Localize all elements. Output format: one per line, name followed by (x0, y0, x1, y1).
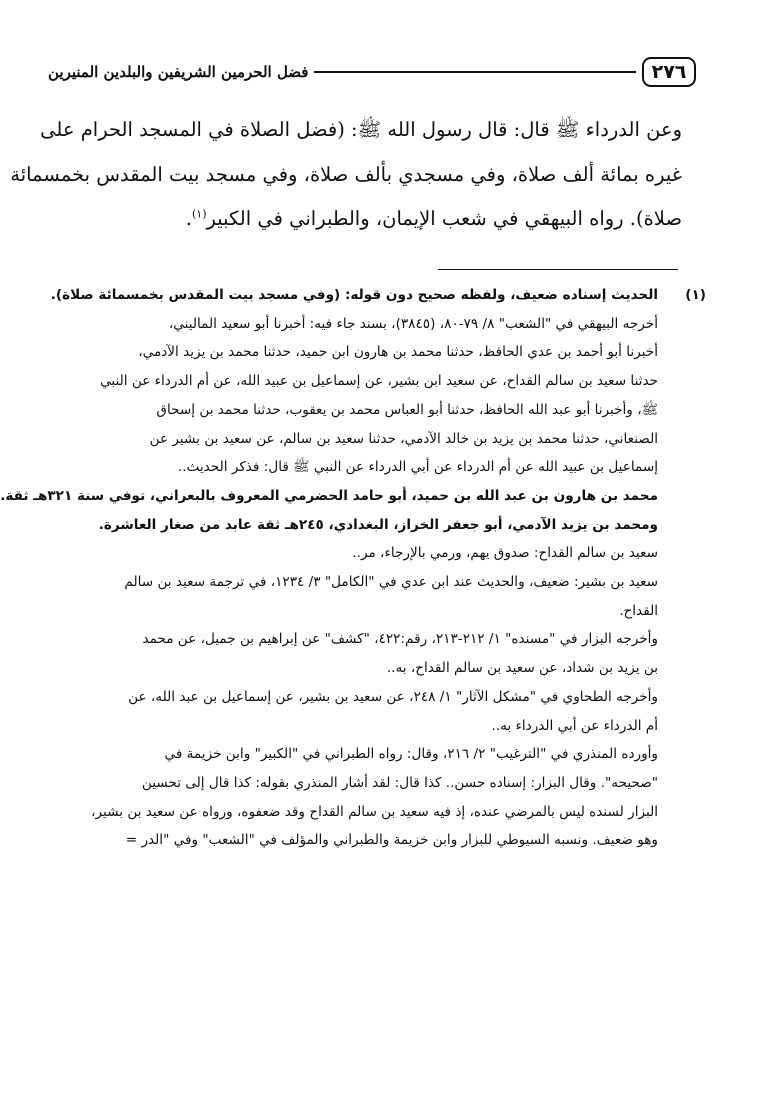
main-text-line: غيره بمائة ألف صلاة، وفي مسجدي بألف صلاة، وفي مسجد بيت المقدس بخمسمائة (10, 162, 682, 186)
footnote-line: أم الدرداء عن أبي الدرداء به.. (491, 717, 658, 734)
footnote-line: البزار لسنده ليس بالمرضي عنده، إذ فيه سعيد بن سالم القداح وقد ضعفوه، ورواه عن سعيد بن بشير، (91, 803, 658, 820)
footnote-number: (١) (685, 287, 706, 303)
main-text (10, 108, 682, 242)
footnote-reference: (١) (191, 207, 207, 221)
main-text-line: صلاة). رواه البيهقي في شعب الإيمان، والطبراني في الكبير$^{(١)}$. (185, 207, 682, 230)
footnotes (0, 281, 706, 855)
page-header (48, 52, 696, 92)
footnote-line: وأخرجه الطحاوي في "مشكل الآثار" ١/ ٢٤٨، عن سعيد بن بشير، عن إسماعيل بن عبد الله، عن (128, 688, 658, 705)
header-rule (314, 71, 636, 73)
main-text-line: وعن الدرداء ﷺ قال: قال رسول الله ﷺ: (فضل الصلاة في المسجد الحرام على (40, 118, 682, 141)
footnote-line: الصنعاني، حدثنا محمد بن يزيد بن خالد الآدمي، حدثنا سعيد بن سالم، عن سعيد بن بشير عن (149, 430, 658, 447)
running-title: فضل الحرمين الشريفين والبلدين المنيرين (48, 63, 309, 81)
footnote-line: أخرجه البيهقي في "الشعب" ٨/ ٧٩-٨٠، (٣٨٤٥)، بسند جاء فيه: أخبرنا أبو سعيد الماليني، (168, 315, 658, 332)
footnote-line: إسماعيل بن عبيد الله عن أم الدرداء عن أبي الدرداء عن النبي ﷺ قال: فذكر الحديث.. (177, 459, 658, 476)
footnote-line: ﷺ، وأخبرنا أبو عبد الله الحافظ، حدثنا أبو العباس محمد بن يعقوب، حدثنا محمد بن إسحاق (156, 401, 658, 418)
footnote-line: بن يزيد بن شداد، عن سعيد بن سالم القداح، به.. (386, 660, 658, 677)
footnote-line: ومحمد بن يزيد الآدمي، أبو جعفر الخراز، البغدادي، ٢٤٥هـ ثقة عابد من صغار العاشرة. (98, 516, 658, 533)
footnote-line: أخبرنا أبو أحمد بن عدي الحافظ، حدثنا محمد بن هارون ابن حميد، حدثنا محمد بن يزيد الآدمي، (138, 344, 658, 361)
footnote-line: وأخرجه البزار في "مسنده" ١/ ٢١٢-٢١٣، رقم:٤٢٢، "كشف" عن إبراهيم بن جميل، عن محمد (142, 631, 658, 648)
footnote-separator (438, 269, 678, 270)
footnote-line: سعيد بن بشير: ضعيف، والحديث عند ابن عدي في "الكامل" ٣/ ١٢٣٤، في ترجمة سعيد بن سالم (124, 574, 658, 591)
footnote-line: "صحيحه". وقال البزار: إسناده حسن.. كذا قال: لقد أشار المنذري بقوله: كذا قال إلى تحسين (141, 774, 658, 791)
footnote-line: القداح. (619, 602, 658, 619)
footnote-line: حدثنا سعيد بن سالم القداح، عن سعيد ابن بشير، عن إسماعيل بن عبيد الله، عن أم الدرداء عن النبي (100, 373, 658, 390)
main-text-line-content: صلاة). رواه البيهقي في شعب الإيمان، والطبراني في الكبير (206, 207, 682, 230)
page-number: ٢٧٦ (642, 57, 696, 87)
footnote-line: محمد بن هارون بن عبد الله بن حميد، أبو حامد الحضرمي المعروف بالبعراني، توفي سنة ٣٢١هـ ثقة. (0, 487, 658, 504)
footnote-body (0, 281, 658, 855)
footnote-line: وأورده المنذري في "الترغيب" ٢/ ٢١٦، وقال: رواه الطبراني في "الكبير" وابن خزيمة في (164, 746, 658, 763)
footnote-line: سعيد بن سالم القداح: صدوق يهم، ورمي بالإرجاء، مر.. (352, 545, 658, 562)
footnote-line: وهو ضعيف. ونسبه السيوطي للبزار وابن خزيمة والطبراني والمؤلف في "الشعب" وفي "الدر = (125, 832, 658, 849)
footnote-line: الحديث إسناده ضعيف، ولفظه صحيح دون قوله: (وفي مسجد بيت المقدس بخمسمائة صلاة). (50, 287, 658, 303)
